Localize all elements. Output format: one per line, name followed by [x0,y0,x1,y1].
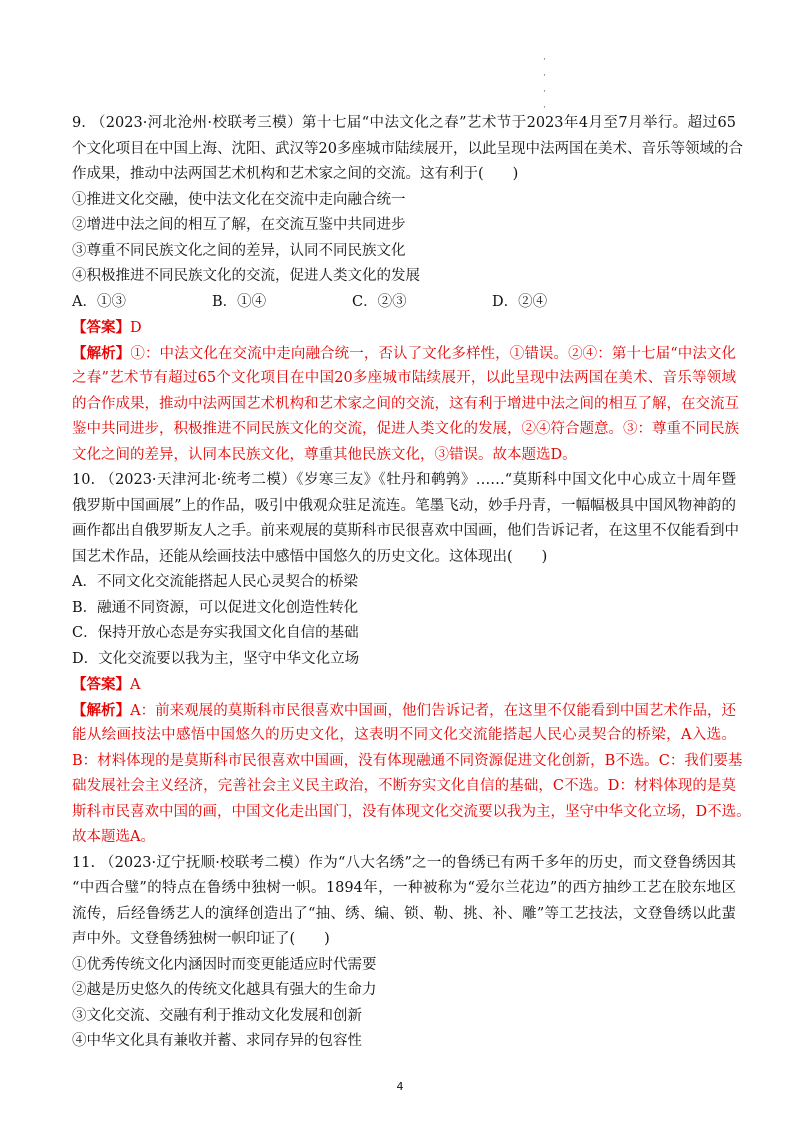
q11-stem-line-2: “中西合璧”的特点在鲁绣中独树一帜。1894年，一种被称为“爱尔兰花边”的西方抽纱工艺在胶东地区 [72,880,736,896]
question-10 [72,468,751,851]
q9-item-2: ②增进中法之间的相互了解，在交流互鉴中共同进步 [72,217,406,233]
q9-stem-line-3: 作成果，推动中法两国艺术机构和艺术家之间的交流。这有利于( ) [72,166,519,182]
q9-item-3: ③尊重不同民族文化之间的差异，认同不同民族文化 [72,242,406,259]
q10-stem-line-1: 10. （2023·天津河北·统考二模）《岁寒三友》《牡丹和鹌鹑》……“莫斯科中国文化中心成立十周年暨 [72,472,736,488]
q9-stem-line-2: 个文化项目在中国上海、沈阳、武汉等20多座城市陆续展开，以此呈现中法两国在美术、音乐等领域的合 [72,140,743,157]
q9-answer-tag: 【答案】 [72,319,130,336]
q11-stem-line-4: 声中外。文登鲁绣独树一帜印证了( ) [72,931,330,947]
q10-analysis-line-1 [72,698,736,724]
page-content [72,111,751,1055]
q10-option-d: D．文化交流要以我为主，坚守中华文化立场 [72,650,360,667]
q11-stem-line-3: 流传，后经鲁绣艺人的演绎创造出了“抽、绣、编、锁、勒、挑、补、雕”等工艺技法，文登鲁绣以此蜚 [72,905,736,922]
q10-stem-line-3: 画作都出自俄罗斯友人之手。前来观展的莫斯科市民很喜欢中国画，他们告诉记者，在这里不仅能看到中 [72,523,739,539]
q10-analysis-line-6: 故本题选A。 [72,829,155,845]
q10-analysis-line-2: 能从绘画技法中感悟中国悠久的历史文化，这表明不同文化交流能搭起人民心灵契合的桥梁，A入选。 [72,727,736,743]
margin-dots: · · · · [543,55,546,113]
question-9 [72,111,743,468]
q10-analysis-tag: 【解析】 [72,701,131,719]
q9-stem-line-1: 9. （2023·河北沧州·校联考三模）第十七届“中法文化之春”艺术节于2023年4月至7月举行。超过65 [72,115,736,131]
q9-item-1: ①推进文化交融，使中法文化在交流中走向融合统一 [72,191,406,208]
q10-answer-tag: 【答案】 [72,676,130,693]
question-11 [72,851,736,1055]
q10-option-b: B．融通不同资源，可以促进文化创造性转化 [72,599,359,616]
q9-item-4: ④积极推进不同民族文化的交流，促进人类文化的发展 [72,268,420,284]
q9-answer-value: D [130,320,142,336]
q10-analysis-line-3: B：材料体现的是莫斯科市民很喜欢中国画，没有体现融通不同资源促进文化创新，B不选。C：我们要基 [72,752,743,769]
q10-analysis-line-4: 础发展社会主义经济，完善社会主义民主政治，不断夯实文化自信的基础，C不选。D：材料体现的是莫 [72,778,736,794]
q9-analysis-line-5: 文化之间的差异，认同本民族文化，尊重其他民族文化，③错误。故本题选D。 [72,446,577,463]
q9-analysis-text-1: ①：中法文化在交流中走向融合统一，否认了文化多样性，①错误。②④：第十七届“中法文化 [130,345,736,362]
q9-analysis-tag: 【解析】 [72,344,131,362]
q9-option-c: C．②③ [352,293,407,310]
q10-analysis-text-1: A：前来观展的莫斯科市民很喜欢中国画，他们告诉记者，在这里不仅能看到中国艺术作品，还 [130,702,737,719]
q9-option-b: B．①④ [212,293,267,310]
q9-analysis-line-3: 的合作成果，推动中法两国艺术机构和艺术家之间的交流，这有利于增进中法之间的相互了解，在交流互 [72,395,739,412]
q11-item-2: ②越是历史悠久的传统文化越具有强大的生命力 [72,982,377,998]
q10-option-c: C．保持开放心态是夯实我国文化自信的基础 [72,625,359,641]
q9-option-d: D．②④ [492,293,548,310]
q9-options [72,290,736,316]
q10-analysis-line-5: 斯科市民喜欢中国的画，中国文化走出国门，没有体现文化交流要以我为主，坚守中华文化立场，D不选。 [72,803,751,820]
page-number: 4 [396,1080,404,1093]
q9-answer [72,315,736,341]
q11-item-3: ③文化交流、交融有利于推动文化发展和创新 [72,1007,362,1024]
q9-analysis-line-4: 鉴中共同进步，积极推进不同民族文化的交流，促进人类文化的发展，②④符合题意。③：尊重不同民族 [72,421,739,437]
q9-option-a: A．①③ [72,293,126,310]
q11-item-1: ①优秀传统文化内涵因时而变更能适应时代需要 [72,956,377,973]
q10-answer-value: A [130,677,141,693]
q10-stem-line-4: 国艺术作品，还能从绘画技法中感悟中国悠久的历史文化。这体现出( ) [72,548,548,565]
q10-stem-line-2: 俄罗斯中国画展”上的作品，吸引中俄观众驻足流连。笔墨飞动，妙手丹青，一幅幅极具中国风物神韵的 [72,497,736,514]
q11-item-4: ④中华文化具有兼收并蓄、求同存异的包容性 [72,1033,362,1049]
q10-answer [72,672,736,698]
q9-analysis-line-2: 之春”艺术节有超过65个文化项目在中国20多座城市陆续展开，以此呈现中法两国在美术、音乐等领域 [72,370,736,386]
q9-analysis-line-1 [72,341,736,367]
q11-stem-line-1: 11. （2023·辽宁抚顺·校联考二模）作为“八大名绣”之一的鲁绣已有两千多年的历史，而文登鲁绣因其 [72,854,736,871]
q10-option-a: A．不同文化交流能搭起人民心灵契合的桥梁 [72,574,358,590]
